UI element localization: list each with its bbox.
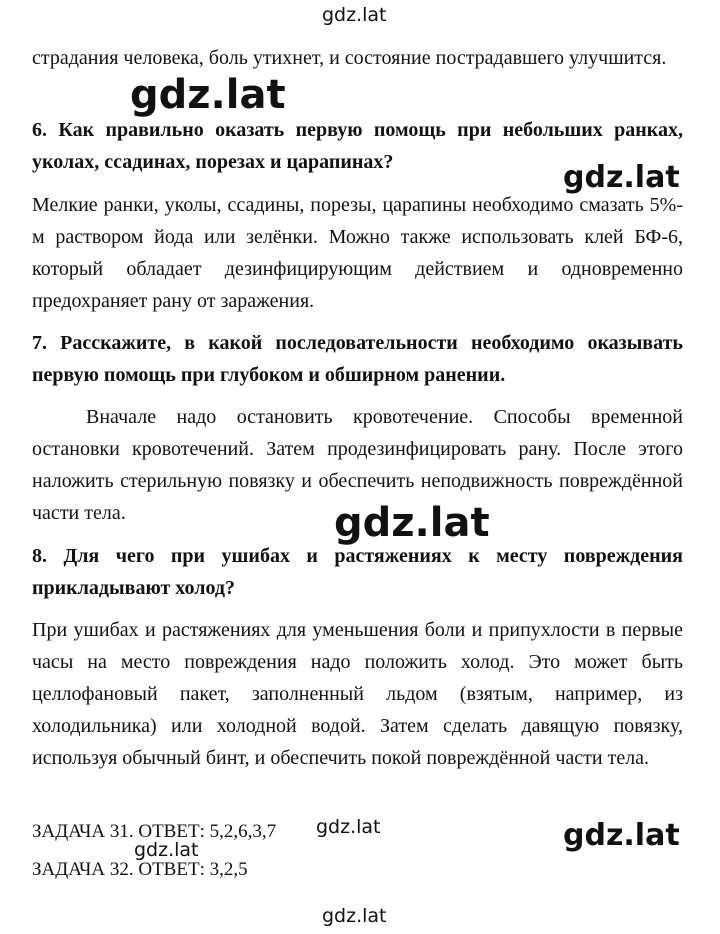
watermark-center: gdz.lat: [334, 500, 490, 546]
answer-8: При ушибах и растяжениях для уменьшения боли и припухлости в первые часы на место повреждения надо положить холод. Это может быть целлофановый пакет, заполненный льдом (взятым, например, из холодильника) или холодной водой. Затем сделать давящую повязку, используя обычный бинт, и обеспечить покой повреждённой части тела.: [32, 619, 683, 769]
watermark-small-under: gdz.lat: [134, 839, 199, 861]
watermark-small-answer: gdz.lat: [316, 816, 381, 838]
answer-7: Вначале надо остановить кровотечение. Способы временной остановки кровотечений. Затем продезинфицировать рану. После этого наложить стерильную повязку и обеспечить неподвижность повреждённой части тела.: [32, 406, 683, 524]
watermark-right: gdz.lat: [563, 160, 680, 195]
question-6: 6. Как правильно оказать первую помощь при небольших ранках, уколах, ссадинах, порезах и царапинах?: [32, 119, 683, 173]
task-31-answer: ЗАДАЧА 31. ОТВЕТ: 5,2,6,3,7: [32, 821, 277, 842]
watermark-right-lower: gdz.lat: [563, 818, 680, 853]
answer-6: Мелкие ранки, уколы, ссадины, порезы, царапины необходимо смазать 5%-м раствором йода или зелёнки. Можно также использовать клей БФ-6, который обладает дезинфицирующим действием и одновременно предохраняет рану от заражения.: [32, 194, 683, 312]
task-32-answer: ЗАДАЧА 32. ОТВЕТ: 3,2,5: [32, 859, 248, 880]
watermark-top: gdz.lat: [322, 4, 387, 26]
watermark-large: gdz.lat: [130, 72, 286, 118]
question-8: 8. Для чего при ушибах и растяжениях к месту повреждения прикладывают холод?: [32, 545, 683, 599]
question-7: 7. Расскажите, в какой последовательности необходимо оказывать первую помощь при глубоком и обширном ранении.: [32, 332, 683, 386]
watermark-bottom: gdz.lat: [322, 905, 387, 927]
intro-paragraph: страдания человека, боль утихнет, и состояние пострадавшего улучшится.: [32, 47, 667, 69]
